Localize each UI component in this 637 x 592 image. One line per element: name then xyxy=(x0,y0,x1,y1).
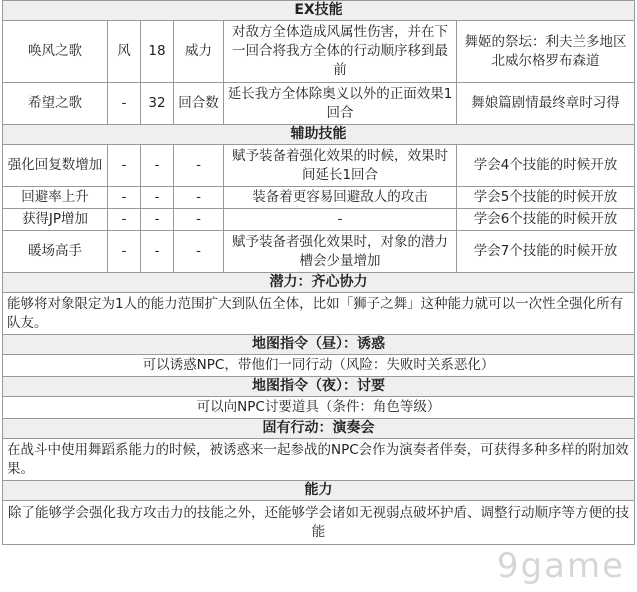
unique-header-row xyxy=(3,419,635,439)
skill-cost: - xyxy=(141,187,174,209)
skill-name: 希望之歌 xyxy=(3,83,108,125)
potential-header-row xyxy=(3,273,635,293)
potential-header: 潜力：齐心协力 xyxy=(3,273,635,293)
table-row xyxy=(3,293,635,335)
map-day-header-row xyxy=(3,335,635,355)
skill-desc: 装备着更容易回避敌人的攻击 xyxy=(224,187,457,209)
map-day-header: 地图指令（昼）：诱惑 xyxy=(3,335,635,355)
skill-cost: - xyxy=(141,231,174,273)
table-row xyxy=(3,83,635,125)
skill-source: 学会4个技能的时候开放 xyxy=(457,145,635,187)
ex-section-header-row xyxy=(3,1,635,21)
skill-element: 风 xyxy=(108,21,141,83)
skill-desc: - xyxy=(224,209,457,231)
skill-cost: 32 xyxy=(141,83,174,125)
skill-source: 舞娘篇剧情最终章时习得 xyxy=(457,83,635,125)
skill-element: - xyxy=(108,83,141,125)
skill-name: 强化回复数增加 xyxy=(3,145,108,187)
skill-name: 回避率上升 xyxy=(3,187,108,209)
support-section-header: 辅助技能 xyxy=(3,125,635,145)
skill-source: 学会6个技能的时候开放 xyxy=(457,209,635,231)
skill-element: - xyxy=(108,145,141,187)
table-row xyxy=(3,439,635,481)
map-day-text: 可以诱惑NPC，带他们一同行动（风险：失败时关系恶化） xyxy=(3,355,635,377)
skill-cost: 18 xyxy=(141,21,174,83)
skill-element: - xyxy=(108,187,141,209)
skill-desc: 对敌方全体造成风属性伤害，并在下一回合将我方全体的行动顺序移到最前 xyxy=(224,21,457,83)
skill-table xyxy=(2,0,635,545)
table-row xyxy=(3,187,635,209)
unique-text: 在战斗中使用舞蹈系能力的时候，被诱惑来一起参战的NPC会作为演奏者伴奏，可获得多种多样的附加效果。 xyxy=(3,439,635,481)
skill-element: - xyxy=(108,231,141,273)
skill-type: - xyxy=(174,231,224,273)
ability-text: 除了能够学会强化我方攻击力的技能之外，还能够学会诸如无视弱点破坏护盾、调整行动顺序等方便的技能 xyxy=(3,501,635,545)
skill-desc: 赋予装备者强化效果时，对象的潜力槽会少量增加 xyxy=(224,231,457,273)
map-night-header: 地图指令（夜）：讨要 xyxy=(3,377,635,397)
skill-name: 唤风之歌 xyxy=(3,21,108,83)
skill-type: 回合数 xyxy=(174,83,224,125)
ability-header: 能力 xyxy=(3,481,635,501)
skill-cost: - xyxy=(141,209,174,231)
watermark: 9game xyxy=(496,546,625,586)
skill-source: 舞姬的祭坛：利夫兰多地区 北威尔格罗布森道 xyxy=(457,21,635,83)
table-row xyxy=(3,397,635,419)
table-row xyxy=(3,355,635,377)
table-row xyxy=(3,21,635,83)
potential-text: 能够将对象限定为1人的能力范围扩大到队伍全体，比如「狮子之舞」这种能力就可以一次性全强化所有队友。 xyxy=(3,293,635,335)
skill-desc: 赋予装备着强化效果的时候，效果时间延长1回合 xyxy=(224,145,457,187)
skill-cost: - xyxy=(141,145,174,187)
ability-header-row xyxy=(3,481,635,501)
skill-desc: 延长我方全体除奥义以外的正面效果1回合 xyxy=(224,83,457,125)
table-row xyxy=(3,501,635,545)
map-night-text: 可以向NPC讨要道具（条件：角色等级） xyxy=(3,397,635,419)
skill-type: - xyxy=(174,145,224,187)
support-section-header-row xyxy=(3,125,635,145)
map-night-header-row xyxy=(3,377,635,397)
unique-header: 固有行动：演奏会 xyxy=(3,419,635,439)
ex-section-header: EX技能 xyxy=(3,1,635,21)
skill-type: 威力 xyxy=(174,21,224,83)
skill-type: - xyxy=(174,209,224,231)
skill-name: 暖场高手 xyxy=(3,231,108,273)
table-row xyxy=(3,209,635,231)
skill-name: 获得JP增加 xyxy=(3,209,108,231)
skill-element: - xyxy=(108,209,141,231)
table-row xyxy=(3,231,635,273)
skill-source: 学会5个技能的时候开放 xyxy=(457,187,635,209)
skill-source: 学会7个技能的时候开放 xyxy=(457,231,635,273)
table-row xyxy=(3,145,635,187)
skill-type: - xyxy=(174,187,224,209)
